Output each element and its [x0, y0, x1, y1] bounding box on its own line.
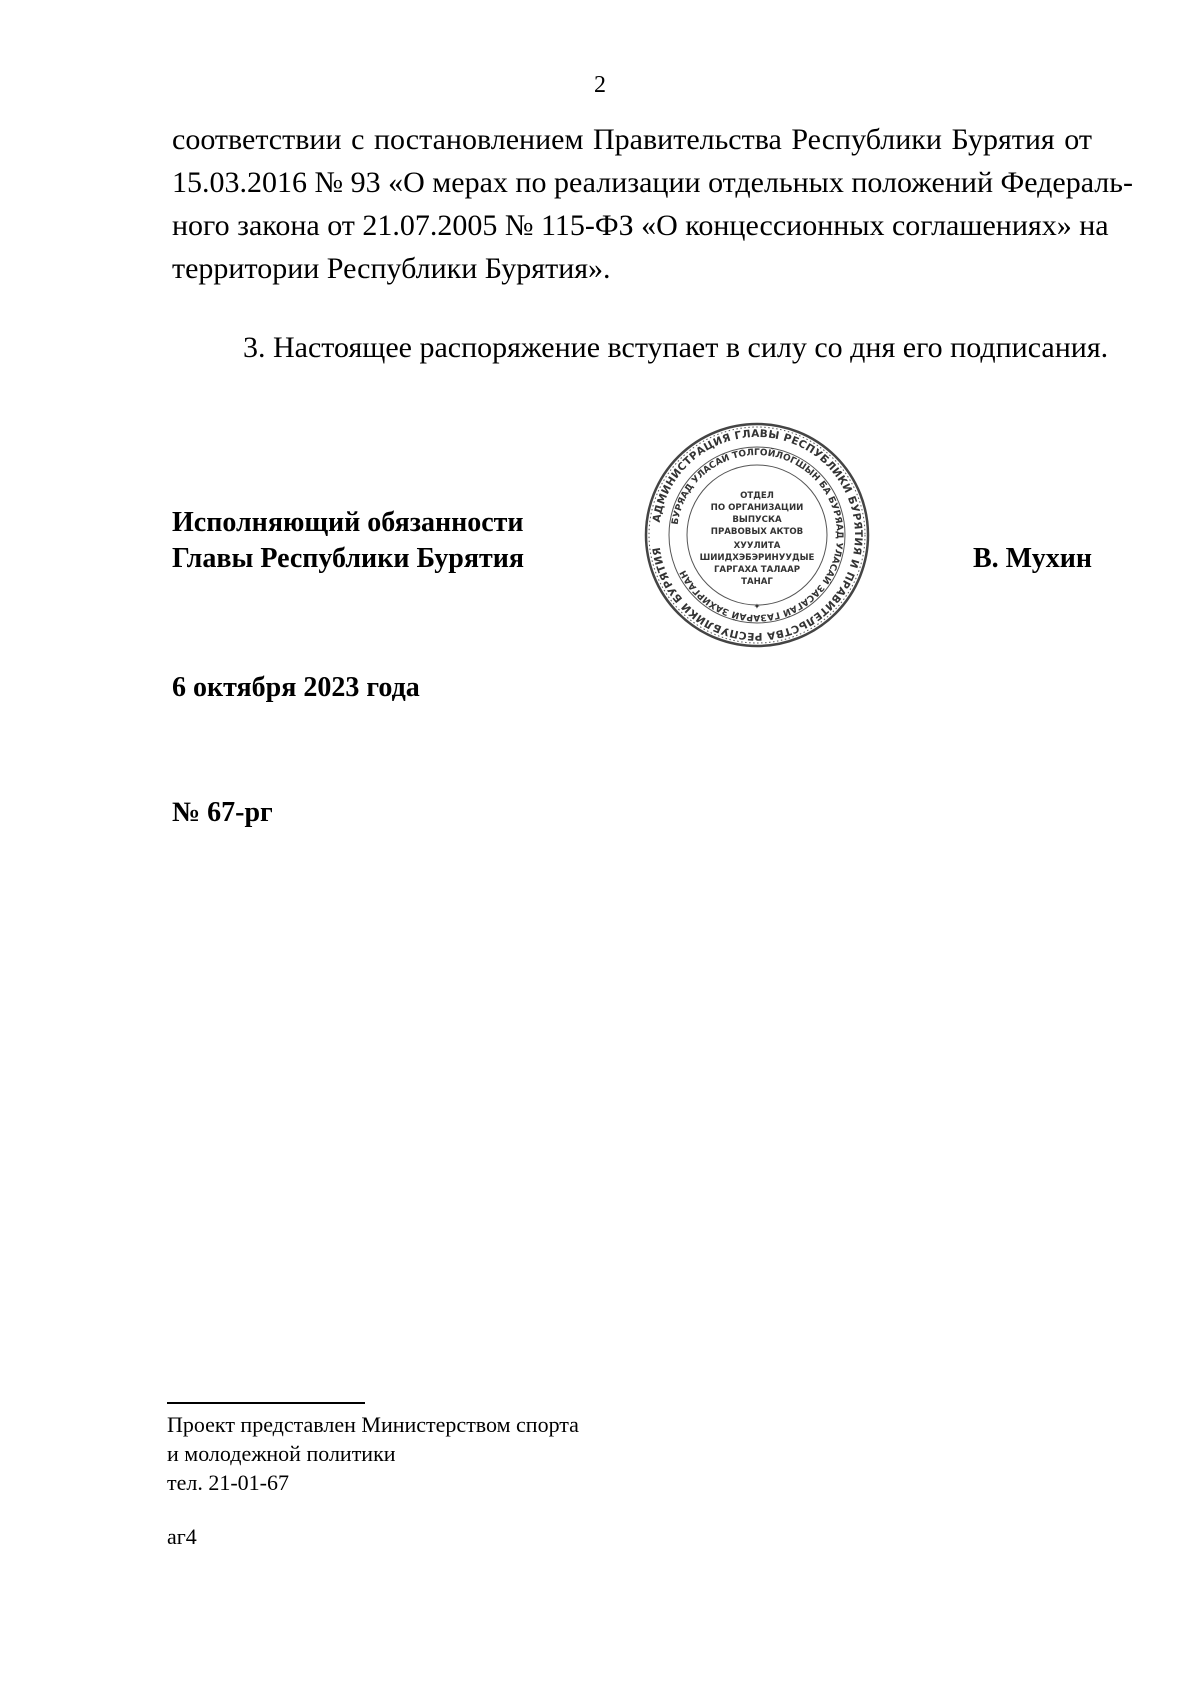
paragraph-continuation	[172, 118, 1133, 290]
footnote-phone: тел. 21-01-67	[167, 1470, 290, 1495]
official-seal	[642, 420, 872, 650]
seal-center-line: ОТДЕЛ	[740, 491, 774, 501]
seal-inner-ring-text: БУРЯАД УЛАСАЙ ТОЛГОЙЛОГШЫН БА БУРЯАД УЛАСАЙ ЗАСАГАЙ ГАЗАРАЙ ЗАХИРГААН	[670, 447, 845, 623]
footnote-divider	[167, 1402, 365, 1404]
seal-center-line: ВЫПУСКА	[732, 515, 782, 525]
seal-center-line: ПРАВОВЫХ АКТОВ	[710, 527, 804, 537]
signatory-title-line2: Главы Республики Бурятия	[172, 543, 525, 574]
paragraph-line: территории Республики Бурятия».	[172, 252, 611, 285]
paragraph-line: ного закона от 21.07.2005 № 115-ФЗ «О концессионных соглашениях» на	[172, 209, 1109, 242]
seal-outer-ring-text: АДМИНИСТРАЦИЯ ГЛАВЫ РЕСПУБЛИКИ БУРЯТИЯ И ПРАВИТЕЛЬСТВА РЕСПУБЛИКИ БУРЯТИЯ	[650, 427, 865, 643]
page-number: 2	[594, 72, 606, 98]
seal-center-line: ПО ОРГАНИЗАЦИИ	[710, 503, 804, 513]
document-date: 6 октября 2023 года	[172, 672, 420, 703]
footnote-line: Проект представлен Министерством спорта	[167, 1412, 579, 1437]
paragraph-line: соответствии с постановлением Правительства Республики Бурятия от	[172, 123, 1092, 156]
footnote	[167, 1410, 579, 1497]
signatory-name: В. Мухин	[973, 543, 1092, 574]
seal-star-icon: ✦	[753, 602, 761, 611]
document-number: № 67-рг	[172, 797, 273, 828]
seal-center-line: ШИИДХЭБЭРИНУУДЫЕ	[699, 553, 815, 563]
footnote-line: и молодежной политики	[167, 1441, 396, 1466]
seal-center-line: ГАРГАХА ТАЛААР	[713, 565, 801, 575]
signatory-title	[172, 505, 524, 577]
seal-center-line: ТАНАГ	[741, 577, 773, 587]
paragraph-3: 3. Настоящее распоряжение вступает в силу со дня его подписания.	[243, 331, 1109, 364]
signatory-title-line1: Исполняющий обязанности	[172, 507, 524, 538]
document-code: аг4	[167, 1524, 197, 1549]
paragraph-line: 15.03.2016 № 93 «О мерах по реализации отдельных положений Федераль-	[172, 166, 1133, 199]
seal-center-line: ХУУЛИТА	[733, 541, 781, 551]
